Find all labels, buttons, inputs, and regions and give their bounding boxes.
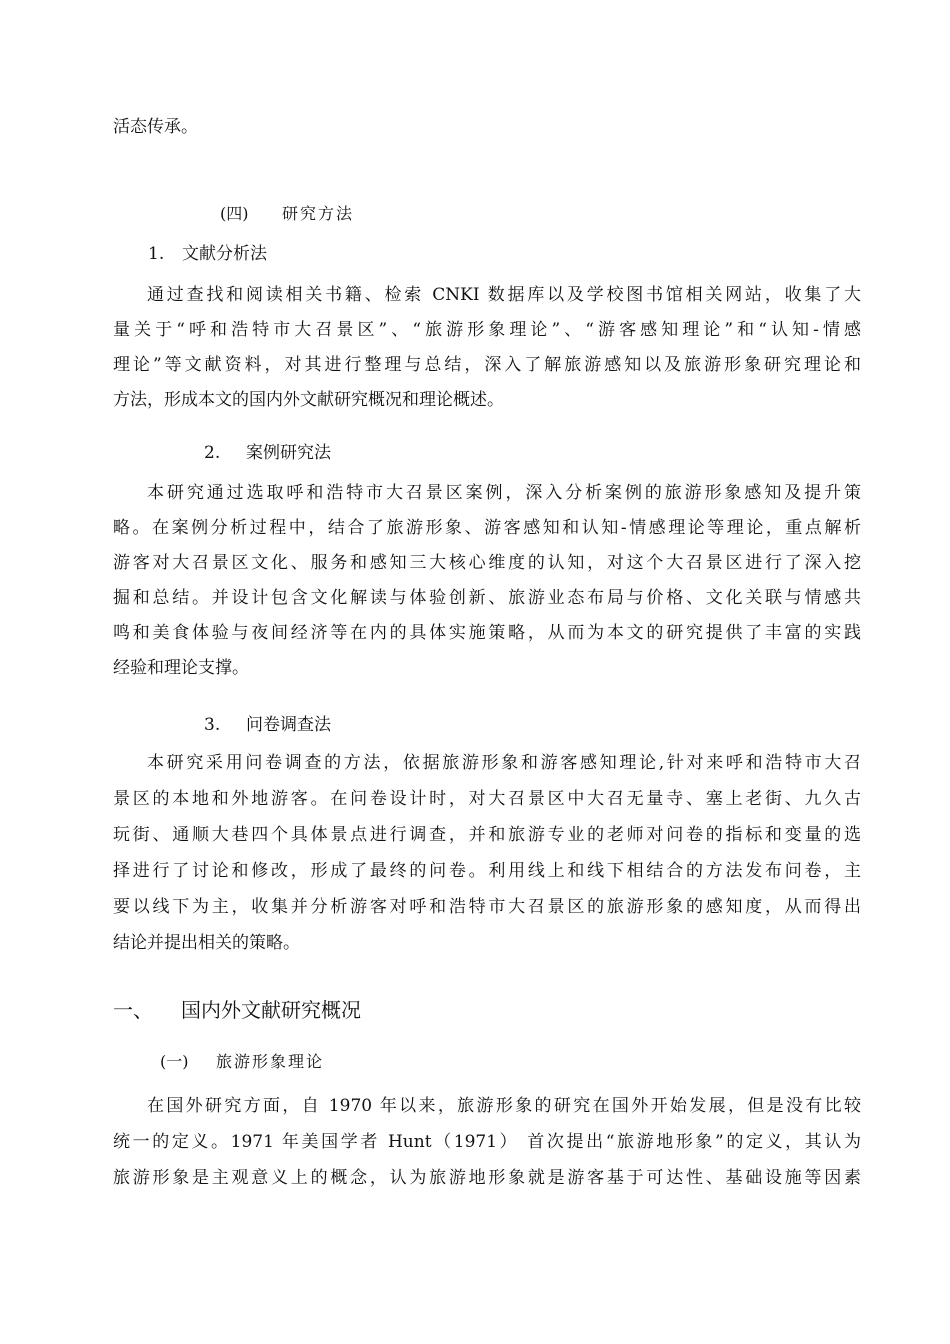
- method1-title: 文献分析法: [182, 244, 267, 264]
- method1-line-3: 理论”等文献资料，对其进行整理与总结，深入了解旅游感知以及旅游形象研究理论和: [113, 355, 861, 375]
- method3-line-2: 景区的本地和外地游客。在问卷设计时，对大召景区中大召无量寺、塞上老街、九久古: [113, 789, 861, 809]
- chapter-one-number: 一、: [113, 998, 153, 1022]
- chapter-one-heading: [113, 994, 361, 1026]
- method1-number: 1.: [148, 244, 165, 264]
- section-four-title: 研究方法: [282, 204, 355, 223]
- method1-line-2: 量关于“呼和浩特市大召景区”、“旅游形象理论”、“游客感知理论”和“认知-情感: [113, 320, 861, 340]
- section-one-number: (一): [160, 1052, 189, 1071]
- method1-line-4: 方法，形成本文的国内外文献研究概况和理论概述。: [113, 390, 504, 410]
- section-four-heading: [220, 202, 354, 226]
- method3-number: 3.: [204, 715, 221, 735]
- intro-tail-line: 活态传承。: [113, 117, 198, 137]
- section-one-line-1: 在国外研究方面，自 1970 年以来，旅游形象的研究在国外开始发展，但是没有比较: [147, 1096, 861, 1116]
- method2-line-4: 掘和总结。并设计包含文化解读与体验创新、旅游业态布局与价格、文化关联与情感共: [113, 588, 861, 608]
- method3-line-5: 要以线下为主，收集并分析游客对呼和浩特市大召景区的旅游形象的感知度，从而得出: [113, 897, 861, 917]
- method3-title: 问卷调查法: [246, 715, 331, 735]
- method2-line-2: 略。在案例分析过程中，结合了旅游形象、游客感知和认知-情感理论等理论，重点解析: [113, 518, 861, 538]
- section-one-heading: [160, 1050, 324, 1074]
- method2-heading: [204, 440, 331, 466]
- method3-heading: [204, 712, 331, 738]
- method1-line-1: 通过查找和阅读相关书籍、检索 CNKI 数据库以及学校图书馆相关网站，收集了大: [147, 285, 861, 305]
- section-one-line-2: 统一的定义。1971 年美国学者 Hunt（1971） 首次提出“旅游地形象”的定义，其认为: [113, 1132, 861, 1152]
- chapter-one-title: 国内外文献研究概况: [181, 998, 361, 1022]
- method2-line-1: 本研究通过选取呼和浩特市大召景区案例，深入分析案例的旅游形象感知及提升策: [147, 483, 861, 503]
- method3-line-4: 择进行了讨论和修改，形成了最终的问卷。利用线上和线下相结合的方法发布问卷，主: [113, 861, 861, 881]
- method3-line-1: 本研究采用问卷调查的方法，依据旅游形象和游客感知理论,针对来呼和浩特市大召: [147, 753, 861, 773]
- method2-number: 2.: [204, 443, 221, 463]
- section-four-number: (四): [220, 204, 249, 223]
- method3-line-6: 结论并提出相关的策略。: [113, 933, 300, 953]
- method1-heading: [148, 241, 267, 267]
- method2-title: 案例研究法: [246, 443, 331, 463]
- method2-line-5: 鸣和美食体验与夜间经济等在内的具体实施策略，从而为本文的研究提供了丰富的实践: [113, 623, 861, 643]
- method2-line-6: 经验和理论支撑。: [113, 658, 249, 678]
- section-one-title: 旅游形象理论: [216, 1052, 325, 1071]
- section-one-line-3: 旅游形象是主观意义上的概念，认为旅游地形象就是游客基于可达性、基础设施等因素: [113, 1168, 861, 1188]
- method2-line-3: 游客对大召景区文化、服务和感知三大核心维度的认知，对这个大召景区进行了深入挖: [113, 553, 861, 573]
- method3-line-3: 玩街、通顺大巷四个具体景点进行调查，并和旅游专业的老师对问卷的指标和变量的选: [113, 825, 861, 845]
